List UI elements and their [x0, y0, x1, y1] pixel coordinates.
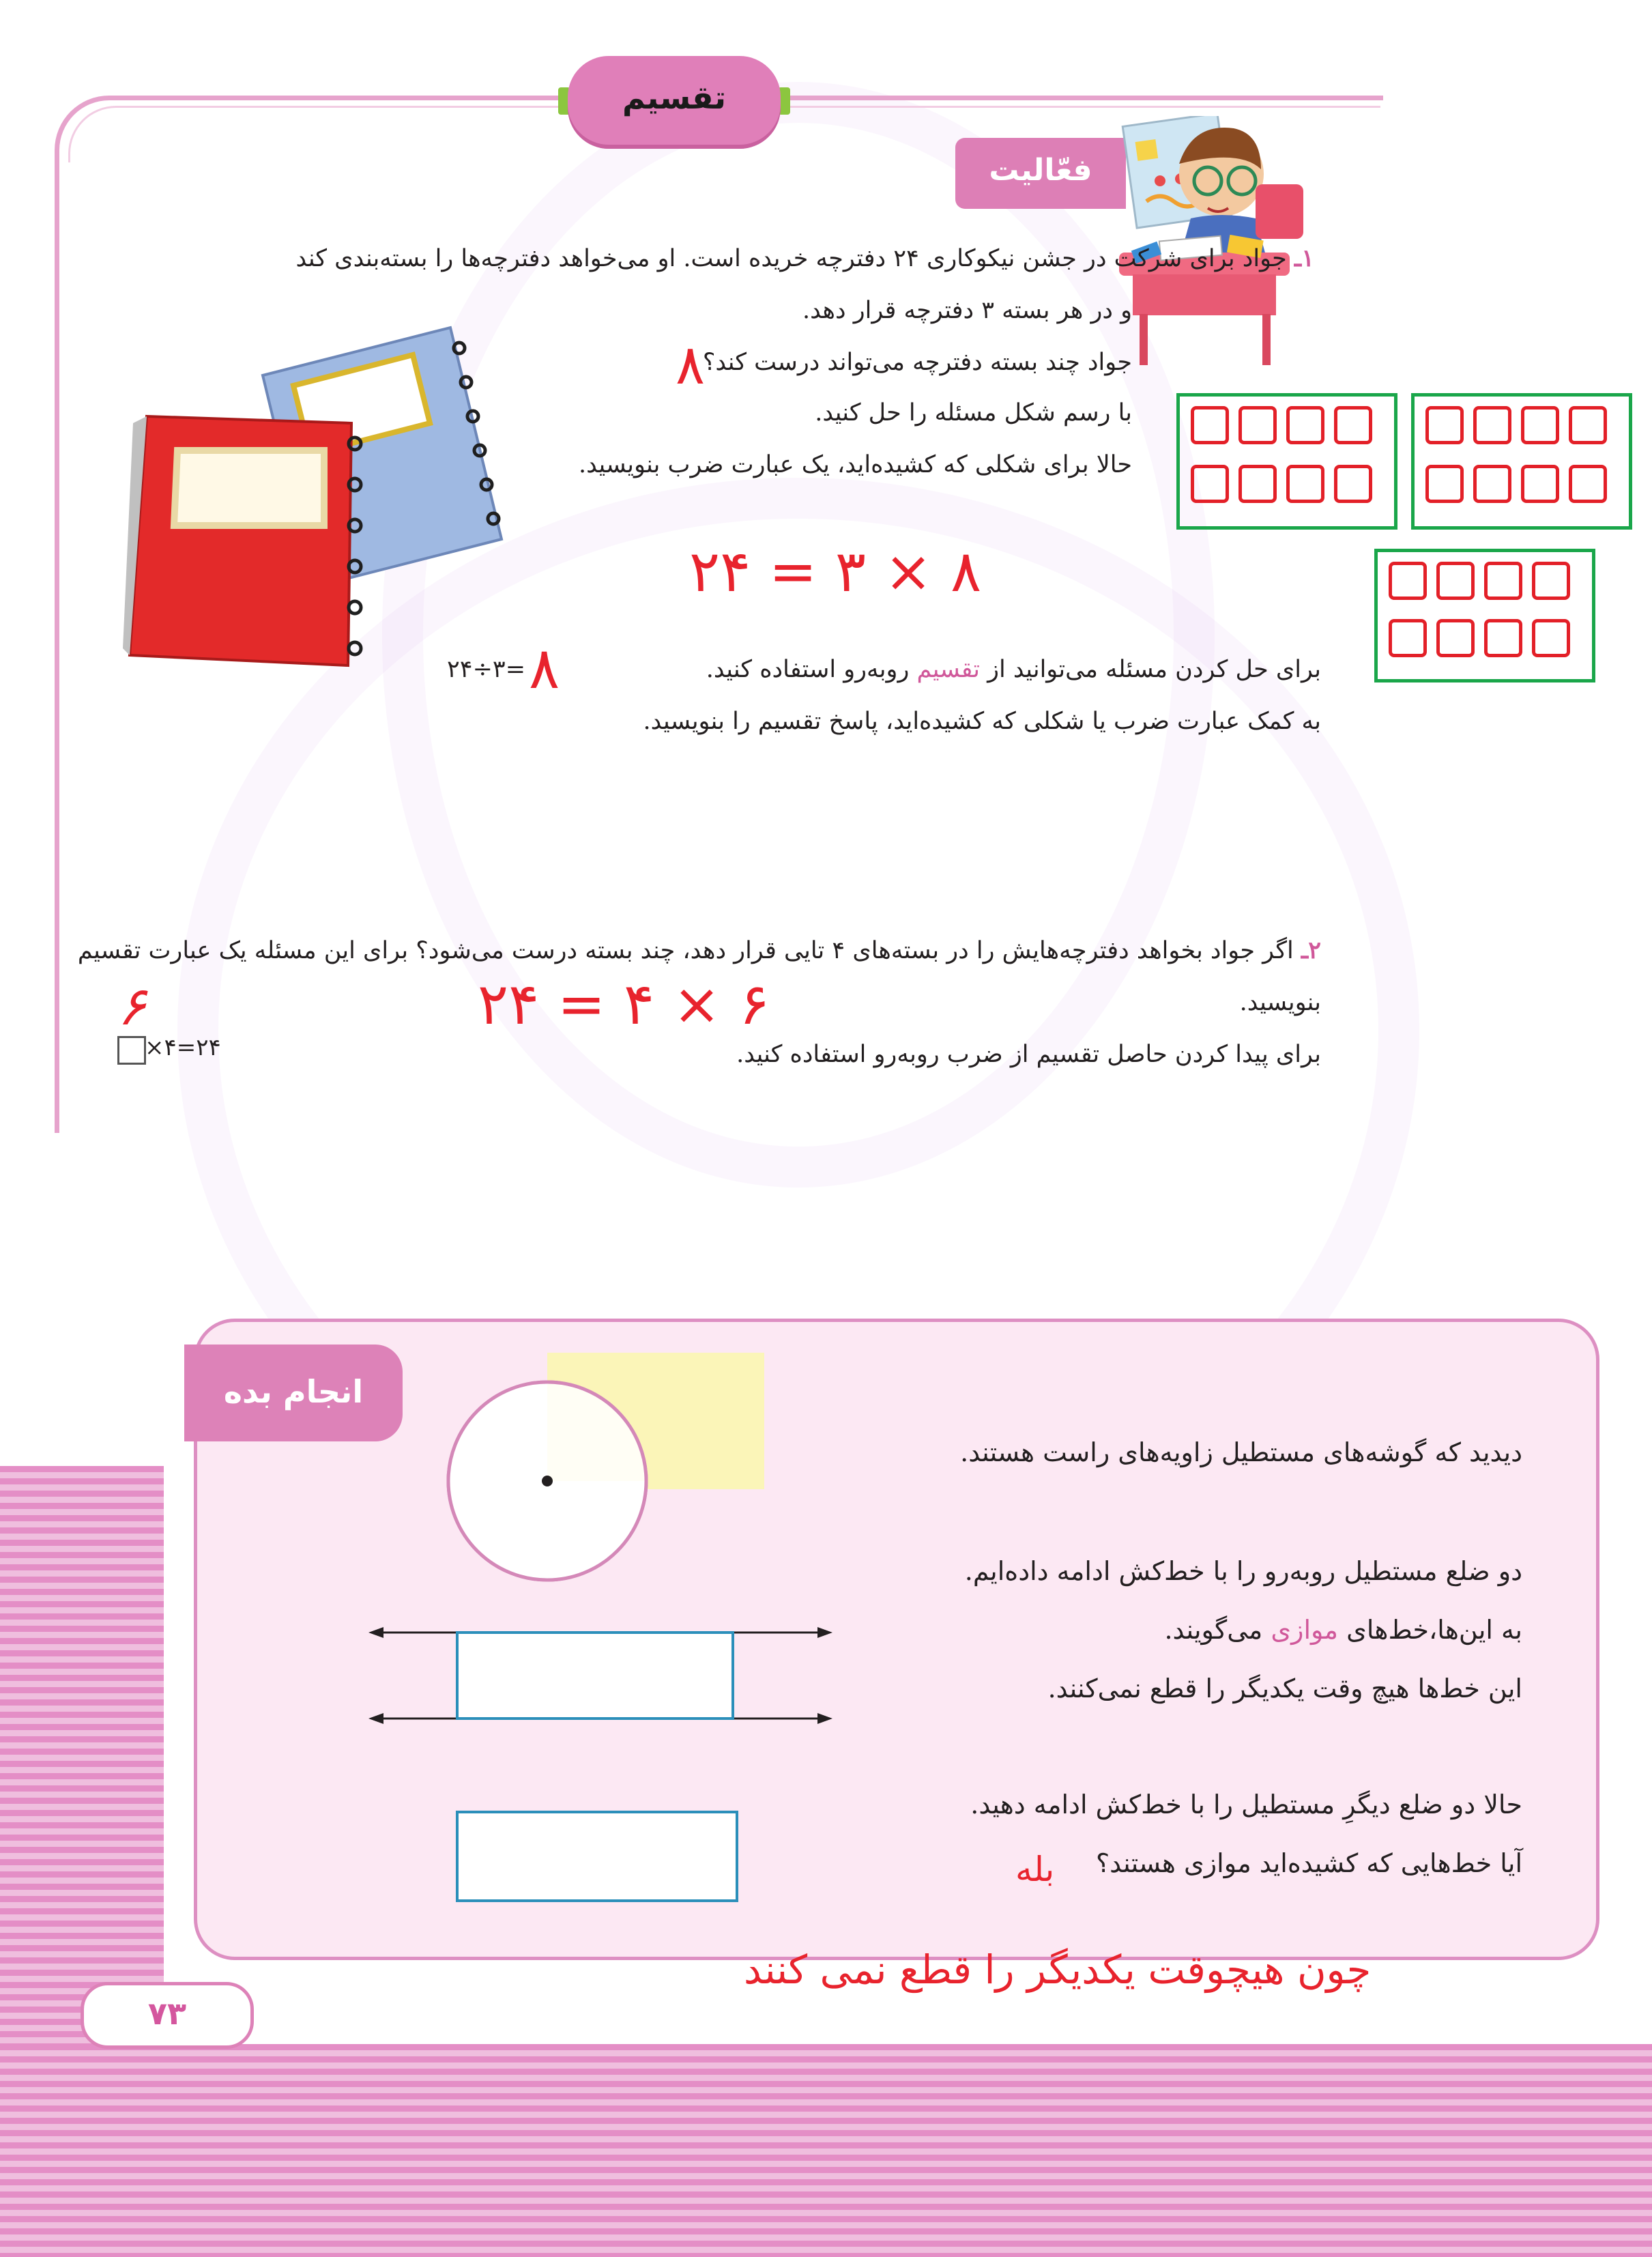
q1-line4: با رسم شکل مسئله را حل کنید. [815, 399, 1132, 427]
solution-box-group-3 [1374, 549, 1595, 682]
q1-line1-text: جواد برای شرکت در جشن نیکوکاری ۲۴ دفترچه خریده است. او می‌خواهد دفترچه‌ها را بسته‌بندی کند [295, 245, 1294, 272]
header-tab-title: تقسیم [622, 79, 727, 116]
q1-line2: و در هر بسته ۳ دفترچه قرار دهد. [802, 297, 1132, 324]
notebooks-illustration [119, 321, 529, 676]
q1-number: ۱ـ [1294, 244, 1314, 272]
q2-line3: برای پیدا کردن حاصل تقسیم از ضرب روبه‌رو استفاده کنید. [736, 1041, 1321, 1068]
solution-box-group-1 [1176, 393, 1397, 530]
do-it-line3 [1164, 1615, 1522, 1646]
circle-right-angle-figure [437, 1345, 778, 1590]
do-it-line3-word: موازی [1271, 1615, 1339, 1645]
left-frame-line [55, 150, 59, 1133]
q1-line1 [295, 244, 1314, 273]
header-tab [568, 56, 781, 149]
q2-answer-multiplication: ۶ × ۴ = ۲۴ [478, 971, 770, 1037]
q1-div-pre: برای حل کردن مسئله می‌توانید از [980, 656, 1321, 683]
q2-answer-box-value: ۶ [117, 976, 146, 1037]
q2-number: ۲ـ [1301, 936, 1321, 964]
q1-answer-count: ۸ [676, 333, 705, 397]
do-it-badge-label: انجام بده [223, 1373, 364, 1410]
activity-badge-label: فعّالیت [989, 153, 1092, 188]
q1-div-post: روبه‌رو استفاده کنید. [706, 656, 917, 683]
boy-at-desk-illustration [1119, 116, 1317, 369]
do-it-line3-pre: به این‌ها،خط‌های [1338, 1615, 1522, 1645]
parallel-lines-figure [368, 1618, 832, 1727]
q1-line5: حالا برای شکلی که کشیده‌اید، یک عبارت ضرب بنویسید. [579, 451, 1132, 478]
activity-badge [955, 138, 1126, 209]
q2-expression: ×۴=۲۴ [145, 1034, 221, 1061]
do-it-line1: دیدید که گوشه‌های مستطیل زاویه‌های راست هستند. [960, 1437, 1522, 1467]
do-it-line2: دو ضلع مستطیل روبه‌رو را با خط‌کش ادامه داده‌ایم. [964, 1556, 1522, 1586]
q2-line2: بنویسید. [1239, 989, 1321, 1016]
q1-line3: جواد چند بسته دفترچه می‌تواند درست کند؟ [702, 349, 1132, 376]
rectangle-to-extend [456, 1811, 738, 1902]
page-number: ۷۳ [147, 1995, 187, 2032]
solution-box-group-2 [1411, 393, 1632, 530]
q2-empty-box [117, 1036, 146, 1065]
q1-division-expression: ۲۴÷۳= [447, 656, 526, 683]
q1-answer-multiplication: ۸ × ۳ = ۲۴ [689, 538, 982, 605]
do-it-badge [184, 1345, 403, 1441]
do-it-line5: حالا دو ضلع دیگرِ مستطیل را با خط‌کش ادامه دهید. [970, 1789, 1522, 1820]
do-it-answer-reason: چون هیچوقت یکدیگر را قطع نمی کنند [744, 1946, 1372, 1993]
page-number-pill [81, 1982, 254, 2049]
q2-line1-text: اگر جواد بخواهد دفترچه‌هایش را در بسته‌های ۴ تایی قرار دهد، چند بسته درست می‌شود؟ برای این مسئله یک عبارت تقسیم [77, 937, 1301, 964]
do-it-answer-yes: بله [1015, 1850, 1055, 1889]
q1-division-answer: ۸ [529, 635, 560, 702]
q1-div-word: تقسیم [916, 656, 981, 683]
bottom-stripe-band [0, 2044, 1652, 2257]
q1-division-line2: به کمک عبارت ضرب یا شکلی که کشیده‌اید، پاسخ تقسیم را بنویسید. [643, 708, 1321, 735]
do-it-line3-post: می‌گویند. [1164, 1615, 1271, 1645]
do-it-line4: این خط‌ها هیچ وقت یکدیگر را قطع نمی‌کنند. [1047, 1673, 1522, 1703]
q1-division-instruction [706, 655, 1321, 684]
q2-line1 [78, 936, 1321, 965]
do-it-line6: آیا خط‌هایی که کشیده‌اید موازی هستند؟ [1095, 1848, 1522, 1878]
